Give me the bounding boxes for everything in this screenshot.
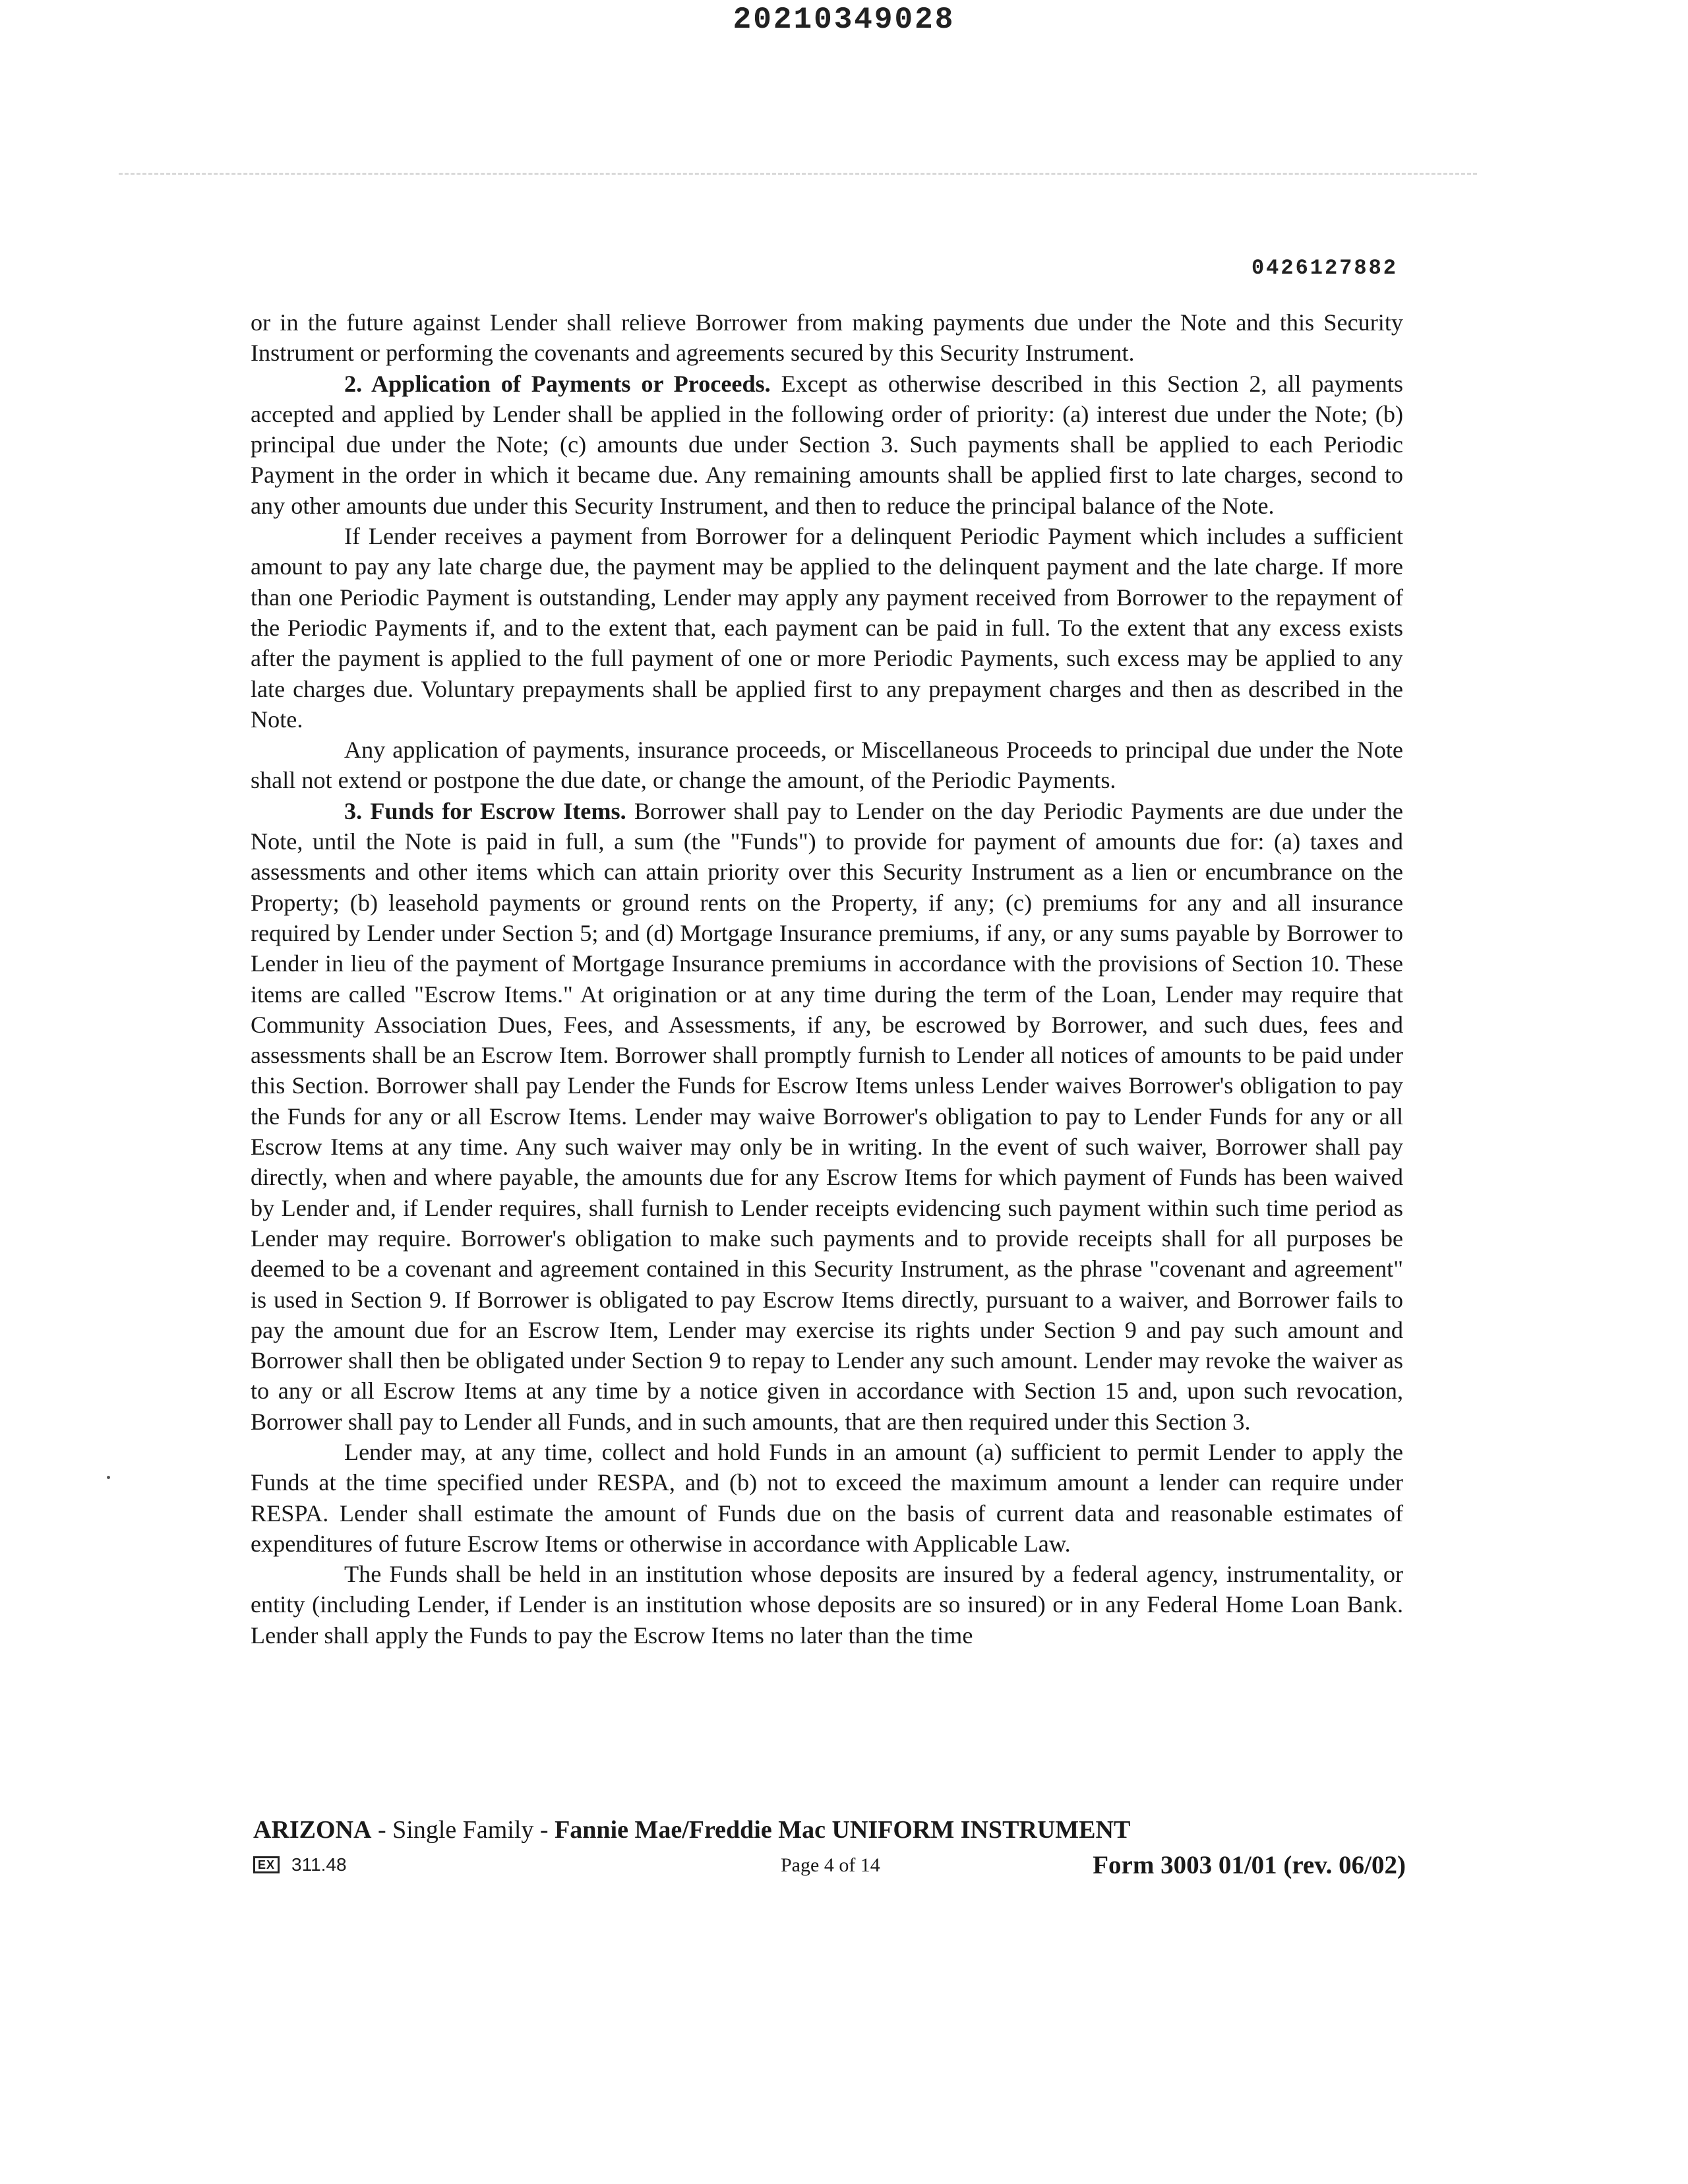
footer-instrument: Fannie Mae/Freddie Mac UNIFORM INSTRUMENT — [555, 1816, 1131, 1844]
footer-family: - Single Family - — [371, 1816, 555, 1844]
footer-code — [253, 1854, 347, 1875]
delinquent-payment-paragraph: If Lender receives a payment from Borrower for a delinquent Periodic Payment which includes a sufficient amount to pay any late charge due, the payment may be applied to the delinquent payment and the late charge. If more than one Periodic Payment is outstanding, Lender may apply any payment received from Borrower to the repayment of the Periodic Payments if, and to the extent that, each payment can be paid in full. To the extent that any excess exists after the payment is applied to the full payment of one or more Periodic Payments, such excess may be applied to any late charges due. Voluntary prepayments shall be applied first to any prepayment charges and then as described in the Note. — [251, 523, 1403, 733]
footer-code-number: 311.48 — [291, 1854, 347, 1875]
section-2-heading: 2. Application of Payments or Proceeds. — [344, 370, 771, 397]
scan-noise-line — [119, 173, 1477, 184]
section-3-paragraph — [251, 796, 1403, 1437]
application-of-payments-paragraph: Any application of payments, insurance proceeds, or Miscellaneous Proceeds to principal due under the Note shall not extend or postpone the due date, or change the amount, of the Periodic Payments. — [251, 737, 1403, 794]
section-2-paragraph — [251, 369, 1403, 521]
page-number: Page 4 of 14 — [781, 1854, 880, 1876]
footer-state: ARIZONA — [253, 1816, 372, 1844]
section-3-heading: 3. Funds for Escrow Items. — [344, 797, 626, 824]
footer-title — [253, 1815, 1130, 1844]
paragraph-continuation: or in the future against Lender shall relieve Borrower from making payments due under the Note and this Security Instrument or performing the covenants and agreements secured by this Security Instrument. — [251, 309, 1403, 367]
section-2-text: Except as otherwise described in this Section 2, all payments accepted and applied by Lender shall be applied in the following order of priority: (a) interest due under the Note; (b) principal due under the Note; (c) amounts due under Section 3. Such payments shall be applied to each Periodic Payment in the order in which it became due. Any remaining amounts shall be applied first to late charges, second to any other amounts due under this Security Instrument, and then to reduce the principal balance of the Note. — [251, 370, 1403, 519]
document-body — [251, 307, 1403, 1651]
section-3-text: Borrower shall pay to Lender on the day Periodic Payments are due under the Note, until the Note is paid in full, a sum (the "Funds") to provide for payment of amounts due for: (a) taxes and assessments and other items which can attain priority over this Security Instrument as a lien or encumbrance on the Property; (b) leasehold payments or ground rents on the Property, if any; (c) premiums for any and all insurance required by Lender under Section 5; and (d) Mortgage Insurance premiums, if any, or any sums payable by Borrower to Lender in lieu of the payment of Mortgage Insurance premiums in accordance with the provisions of Section 10. These items are called "Escrow Items." At origination or at any time during the term of the Loan, Lender may require that Community Association Dues, Fees, and Assessments, if any, be escrowed by Borrower, and such dues, fees and assessments shall be an Escrow Item. Borrower shall promptly furnish to Lender all notices of amounts to be paid under this Section. Borrower shall pay Lender the Funds for Escrow Items unless Lender waives Borrower's obligation to pay the Funds for any or all Escrow Items. Lender may waive Borrower's obligation to pay to Lender Funds for any or all Escrow Items at any time. Any such waiver may only be in writing. In the event of such waiver, Borrower shall pay directly, when and where payable, the amounts due for any Escrow Items for which payment of Funds has been waived by Lender and, if Lender requires, shall furnish to Lender receipts evidencing such payment within such time period as Lender may require. Borrower's obligation to make such payments and to provide receipts shall for all purposes be deemed to be a covenant and agreement contained in this Security Instrument, as the phrase "covenant and agreement" is used in Section 9. If Borrower is obligated to pay Escrow Items directly, pursuant to a waiver, and Borrower fails to pay the amount due for an Escrow Item, Lender may exercise its rights under Section 9 and pay such amount and Borrower shall then be obligated under Section 9 to repay to Lender any such amount. Lender may revoke the waiver as to any or all Escrow Items at any time by a notice given in accordance with Section 15 and, upon such revocation, Borrower shall pay to Lender all Funds, and in such amounts, that are then required under this Section 3. — [251, 797, 1403, 1435]
respa-paragraph: Lender may, at any time, collect and hold Funds in an amount (a) sufficient to permit Lender to apply the Funds at the time specified under RESPA, and (b) not to exceed the maximum amount a lender can require under RESPA. Lender shall estimate the amount of Funds due on the basis of current data and reasonable estimates of expenditures of future Escrow Items or otherwise in accordance with Applicable Law. — [251, 1438, 1403, 1557]
recording-number: 20210349028 — [733, 3, 955, 37]
funds-held-paragraph: The Funds shall be held in an institution whose deposits are insured by a federal agency, instrumentality, or entity (including Lender, if Lender is an institution whose deposits are so insured) or in any Federal Home Loan Bank. Lender shall apply the Funds to pay the Escrow Items no later than the time — [251, 1561, 1403, 1649]
footer-row — [253, 1850, 1406, 1882]
form-number: Form 3003 01/01 (rev. 06/02) — [1093, 1851, 1406, 1879]
scan-speck — [107, 1476, 110, 1479]
loan-number: 0426127882 — [1251, 256, 1398, 280]
ex-logo-icon: EX — [253, 1856, 280, 1873]
